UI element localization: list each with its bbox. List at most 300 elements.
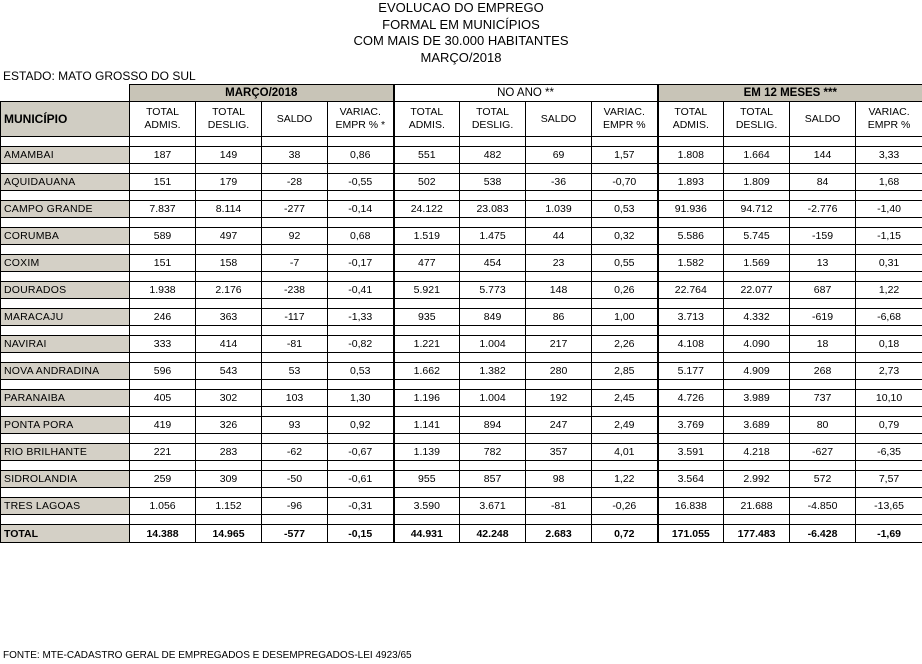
cell-variac-empr-12-meses: -6,68 — [856, 309, 922, 326]
spacer-cell — [724, 137, 790, 147]
cell-saldo-marco: -50 — [262, 471, 328, 488]
col-header-line-1: TOTAL — [410, 106, 444, 118]
spacer-cell — [1, 461, 130, 471]
spacer-cell — [790, 164, 856, 174]
spacer-cell — [262, 191, 328, 201]
cell-total-deslig-no-ano: 5.773 — [460, 282, 526, 299]
spacer-cell — [394, 515, 460, 525]
spacer-cell — [856, 326, 922, 336]
cell-variac-empr-marco: -0,61 — [328, 471, 394, 488]
corner-cell — [1, 85, 130, 102]
spacer-cell — [790, 461, 856, 471]
spacer-cell — [724, 326, 790, 336]
cell-total-deslig-12-meses: 177.483 — [724, 525, 790, 543]
cell-saldo-no-ano: 86 — [526, 309, 592, 326]
spacer-cell — [856, 353, 922, 363]
col-header-line-2: ADMIS. — [408, 119, 445, 131]
spacer-cell — [196, 137, 262, 147]
spacer-cell — [658, 488, 724, 498]
cell-total-admis-no-ano: 477 — [394, 255, 460, 272]
spacer-cell — [1, 164, 130, 174]
spacer-cell — [658, 137, 724, 147]
spacer-cell — [196, 461, 262, 471]
spacer-cell — [658, 515, 724, 525]
cell-total-deslig-12-meses: 21.688 — [724, 498, 790, 515]
cell-total-admis-12-meses: 4.108 — [658, 336, 724, 353]
cell-variac-empr-marco: -0,41 — [328, 282, 394, 299]
col-header-variac-empr-marco — [328, 102, 394, 137]
municipio-name: NAVIRAI — [1, 336, 130, 353]
spacer-row — [1, 380, 922, 390]
table-row — [1, 147, 922, 164]
cell-variac-empr-marco: 0,92 — [328, 417, 394, 434]
spacer-cell — [592, 353, 658, 363]
cell-total-admis-marco: 151 — [130, 255, 196, 272]
spacer-cell — [592, 272, 658, 282]
cell-total-admis-marco: 246 — [130, 309, 196, 326]
spacer-cell — [130, 191, 196, 201]
cell-variac-empr-12-meses: -1,69 — [856, 525, 922, 543]
col-header-total-admis-marco — [130, 102, 196, 137]
spacer-cell — [724, 218, 790, 228]
col-header-total-deslig-12-meses — [724, 102, 790, 137]
spacer-row — [1, 353, 922, 363]
cell-variac-empr-no-ano: -0,26 — [592, 498, 658, 515]
cell-saldo-no-ano: -81 — [526, 498, 592, 515]
cell-total-admis-marco: 596 — [130, 363, 196, 380]
spacer-cell — [394, 353, 460, 363]
cell-total-deslig-no-ano: 849 — [460, 309, 526, 326]
col-header-line-2: EMPR % * — [335, 119, 386, 131]
cell-saldo-12-meses: 13 — [790, 255, 856, 272]
spacer-cell — [1, 407, 130, 417]
title-line-3: COM MAIS DE 30.000 HABITANTES — [353, 33, 569, 48]
cell-variac-empr-marco: -1,33 — [328, 309, 394, 326]
spacer-cell — [856, 299, 922, 309]
spacer-row — [1, 218, 922, 228]
cell-variac-empr-12-meses: 0,18 — [856, 336, 922, 353]
spacer-cell — [130, 164, 196, 174]
cell-total-deslig-no-ano: 894 — [460, 417, 526, 434]
cell-total-admis-marco: 1.056 — [130, 498, 196, 515]
spacer-row — [1, 245, 922, 255]
spacer-cell — [130, 245, 196, 255]
spacer-cell — [262, 461, 328, 471]
cell-total-deslig-12-meses: 1.809 — [724, 174, 790, 191]
cell-total-deslig-no-ano: 23.083 — [460, 201, 526, 218]
spacer-cell — [592, 191, 658, 201]
spacer-cell — [460, 488, 526, 498]
cell-saldo-no-ano: 148 — [526, 282, 592, 299]
spacer-cell — [790, 515, 856, 525]
cell-total-admis-marco: 1.938 — [130, 282, 196, 299]
spacer-cell — [196, 272, 262, 282]
spacer-cell — [790, 218, 856, 228]
spacer-cell — [592, 299, 658, 309]
cell-total-admis-marco: 151 — [130, 174, 196, 191]
cell-saldo-marco: -577 — [262, 525, 328, 543]
municipio-name: AMAMBAI — [1, 147, 130, 164]
estado-label: ESTADO: MATO GROSSO DO SUL — [3, 69, 196, 83]
cell-total-admis-no-ano: 1.662 — [394, 363, 460, 380]
cell-saldo-no-ano: 23 — [526, 255, 592, 272]
cell-saldo-marco: -7 — [262, 255, 328, 272]
cell-saldo-12-meses: 268 — [790, 363, 856, 380]
cell-total-deslig-12-meses: 4.332 — [724, 309, 790, 326]
spacer-cell — [262, 272, 328, 282]
cell-total-deslig-12-meses: 1.569 — [724, 255, 790, 272]
spacer-cell — [196, 407, 262, 417]
spacer-cell — [262, 353, 328, 363]
table-row — [1, 417, 922, 434]
cell-saldo-marco: -277 — [262, 201, 328, 218]
cell-total-deslig-12-meses: 3.689 — [724, 417, 790, 434]
spacer-cell — [658, 461, 724, 471]
spacer-cell — [526, 164, 592, 174]
source-note: FONTE: MTE-CADASTRO GERAL DE EMPREGADOS E DESEMPREGADOS-LEI 4923/65 — [3, 650, 412, 661]
spacer-row — [1, 407, 922, 417]
report-title-block — [0, 0, 922, 66]
spacer-cell — [592, 461, 658, 471]
spacer-cell — [658, 353, 724, 363]
cell-total-admis-no-ano: 44.931 — [394, 525, 460, 543]
municipio-name: PARANAIBA — [1, 390, 130, 407]
cell-variac-empr-12-meses: 3,33 — [856, 147, 922, 164]
municipio-name: CAMPO GRANDE — [1, 201, 130, 218]
spacer-cell — [328, 353, 394, 363]
cell-total-admis-12-meses: 3.769 — [658, 417, 724, 434]
spacer-row — [1, 272, 922, 282]
spacer-cell — [1, 380, 130, 390]
title-line-4: MARÇO/2018 — [420, 49, 502, 65]
spacer-cell — [130, 515, 196, 525]
spacer-cell — [394, 461, 460, 471]
spacer-cell — [592, 434, 658, 444]
spacer-cell — [130, 407, 196, 417]
col-header-line-1: VARIAC. — [339, 106, 381, 118]
cell-total-admis-12-meses: 91.936 — [658, 201, 724, 218]
spacer-cell — [460, 515, 526, 525]
cell-variac-empr-marco: 0,86 — [328, 147, 394, 164]
total-row — [1, 525, 922, 543]
spacer-cell — [196, 218, 262, 228]
spacer-cell — [262, 488, 328, 498]
col-header-line-2: DESLIG. — [735, 119, 778, 131]
cell-total-deslig-12-meses: 22.077 — [724, 282, 790, 299]
cell-variac-empr-no-ano: 0,55 — [592, 255, 658, 272]
spacer-cell — [460, 218, 526, 228]
cell-saldo-12-meses: 144 — [790, 147, 856, 164]
cell-total-deslig-no-ano: 538 — [460, 174, 526, 191]
cell-variac-empr-no-ano: 0,53 — [592, 201, 658, 218]
spacer-cell — [328, 218, 394, 228]
spacer-cell — [724, 407, 790, 417]
spacer-cell — [658, 218, 724, 228]
cell-saldo-marco: -81 — [262, 336, 328, 353]
cell-variac-empr-12-meses: 0,79 — [856, 417, 922, 434]
cell-saldo-12-meses: -6.428 — [790, 525, 856, 543]
spacer-cell — [328, 245, 394, 255]
cell-saldo-no-ano: 217 — [526, 336, 592, 353]
cell-variac-empr-no-ano: 1,00 — [592, 309, 658, 326]
spacer-cell — [196, 245, 262, 255]
spacer-cell — [592, 515, 658, 525]
spacer-cell — [724, 353, 790, 363]
spacer-cell — [856, 380, 922, 390]
employment-table — [0, 84, 922, 543]
spacer-cell — [196, 380, 262, 390]
cell-total-admis-12-meses: 3.591 — [658, 444, 724, 461]
table-row — [1, 282, 922, 299]
cell-total-deslig-marco: 497 — [196, 228, 262, 245]
col-header-line-1: TOTAL — [476, 106, 509, 118]
spacer-cell — [328, 515, 394, 525]
cell-variac-empr-marco: -0,82 — [328, 336, 394, 353]
cell-saldo-no-ano: 1.039 — [526, 201, 592, 218]
cell-saldo-no-ano: 192 — [526, 390, 592, 407]
col-header-variac-empr-no-ano — [592, 102, 658, 137]
spacer-cell — [856, 245, 922, 255]
spacer-cell — [262, 326, 328, 336]
spacer-cell — [130, 326, 196, 336]
cell-variac-empr-marco: 1,30 — [328, 390, 394, 407]
cell-total-admis-marco: 419 — [130, 417, 196, 434]
spacer-cell — [526, 434, 592, 444]
col-header-saldo-no-ano — [526, 102, 592, 137]
spacer-cell — [196, 299, 262, 309]
spacer-cell — [790, 326, 856, 336]
spacer-cell — [856, 137, 922, 147]
cell-variac-empr-12-meses: 1,22 — [856, 282, 922, 299]
cell-variac-empr-marco: 0,53 — [328, 363, 394, 380]
cell-saldo-marco: 38 — [262, 147, 328, 164]
cell-variac-empr-no-ano: 2,26 — [592, 336, 658, 353]
spacer-cell — [526, 407, 592, 417]
spacer-cell — [130, 218, 196, 228]
municipio-name: DOURADOS — [1, 282, 130, 299]
cell-total-admis-no-ano: 551 — [394, 147, 460, 164]
cell-saldo-12-meses: 80 — [790, 417, 856, 434]
cell-saldo-12-meses: -159 — [790, 228, 856, 245]
cell-total-admis-12-meses: 1.808 — [658, 147, 724, 164]
cell-variac-empr-no-ano: 0,32 — [592, 228, 658, 245]
cell-saldo-12-meses: 687 — [790, 282, 856, 299]
spacer-cell — [592, 488, 658, 498]
spacer-row — [1, 515, 922, 525]
spacer-cell — [262, 380, 328, 390]
spacer-cell — [262, 245, 328, 255]
spacer-row — [1, 137, 922, 147]
cell-saldo-marco: -117 — [262, 309, 328, 326]
cell-variac-empr-no-ano: 2,49 — [592, 417, 658, 434]
spacer-cell — [394, 245, 460, 255]
spacer-cell — [460, 407, 526, 417]
spacer-cell — [1, 272, 130, 282]
spacer-cell — [394, 164, 460, 174]
spacer-cell — [856, 164, 922, 174]
col-header-line-2: EMPR % — [867, 119, 911, 131]
cell-total-admis-marco: 14.388 — [130, 525, 196, 543]
cell-saldo-no-ano: 357 — [526, 444, 592, 461]
spacer-cell — [658, 272, 724, 282]
spacer-cell — [460, 326, 526, 336]
cell-saldo-12-meses: 84 — [790, 174, 856, 191]
col-header-line-1: TOTAL — [146, 106, 179, 118]
col-header-saldo-marco — [262, 102, 328, 137]
spacer-cell — [856, 488, 922, 498]
cell-total-deslig-marco: 302 — [196, 390, 262, 407]
spacer-cell — [328, 434, 394, 444]
cell-saldo-12-meses: 18 — [790, 336, 856, 353]
cell-total-deslig-marco: 149 — [196, 147, 262, 164]
col-header-total-deslig-marco — [196, 102, 262, 137]
spacer-cell — [526, 191, 592, 201]
cell-total-deslig-no-ano: 1.004 — [460, 336, 526, 353]
col-header-line-2: ADMIS. — [672, 119, 709, 131]
cell-total-admis-marco: 405 — [130, 390, 196, 407]
cell-total-deslig-no-ano: 782 — [460, 444, 526, 461]
spacer-cell — [658, 299, 724, 309]
municipio-name: RIO BRILHANTE — [1, 444, 130, 461]
cell-variac-empr-marco: -0,17 — [328, 255, 394, 272]
cell-total-deslig-no-ano: 482 — [460, 147, 526, 164]
spacer-cell — [658, 380, 724, 390]
cell-total-deslig-no-ano: 857 — [460, 471, 526, 488]
spacer-cell — [592, 245, 658, 255]
spacer-cell — [526, 299, 592, 309]
cell-total-admis-no-ano: 3.590 — [394, 498, 460, 515]
spacer-row — [1, 299, 922, 309]
cell-saldo-no-ano: 98 — [526, 471, 592, 488]
spacer-row — [1, 461, 922, 471]
spacer-cell — [790, 245, 856, 255]
spacer-row — [1, 488, 922, 498]
cell-total-admis-12-meses: 3.564 — [658, 471, 724, 488]
spacer-cell — [724, 488, 790, 498]
cell-variac-empr-no-ano: 1,22 — [592, 471, 658, 488]
cell-saldo-no-ano: -36 — [526, 174, 592, 191]
cell-total-deslig-marco: 158 — [196, 255, 262, 272]
municipio-name: COXIM — [1, 255, 130, 272]
spacer-cell — [196, 353, 262, 363]
spacer-cell — [1, 218, 130, 228]
cell-total-admis-12-meses: 4.726 — [658, 390, 724, 407]
spacer-cell — [1, 299, 130, 309]
cell-saldo-12-meses: 737 — [790, 390, 856, 407]
spacer-cell — [460, 461, 526, 471]
spacer-cell — [790, 380, 856, 390]
spacer-cell — [328, 380, 394, 390]
cell-total-deslig-12-meses: 1.664 — [724, 147, 790, 164]
col-header-saldo-12-meses — [790, 102, 856, 137]
cell-total-admis-no-ano: 1.141 — [394, 417, 460, 434]
cell-total-admis-marco: 7.837 — [130, 201, 196, 218]
cell-total-deslig-no-ano: 1.475 — [460, 228, 526, 245]
spacer-cell — [790, 272, 856, 282]
spacer-cell — [394, 380, 460, 390]
spacer-cell — [394, 434, 460, 444]
spacer-cell — [328, 326, 394, 336]
cell-total-admis-no-ano: 5.921 — [394, 282, 460, 299]
spacer-cell — [724, 434, 790, 444]
spacer-cell — [196, 164, 262, 174]
spacer-cell — [130, 461, 196, 471]
cell-saldo-no-ano: 247 — [526, 417, 592, 434]
col-header-line-2: EMPR % — [602, 119, 646, 131]
cell-variac-empr-12-meses: 7,57 — [856, 471, 922, 488]
spacer-cell — [130, 299, 196, 309]
spacer-cell — [724, 164, 790, 174]
spacer-cell — [724, 191, 790, 201]
table-row — [1, 228, 922, 245]
cell-variac-empr-no-ano: 1,57 — [592, 147, 658, 164]
cell-total-admis-no-ano: 24.122 — [394, 201, 460, 218]
spacer-cell — [658, 164, 724, 174]
spacer-cell — [460, 434, 526, 444]
cell-total-admis-no-ano: 1.196 — [394, 390, 460, 407]
spacer-cell — [460, 191, 526, 201]
spacer-cell — [856, 218, 922, 228]
cell-saldo-no-ano: 44 — [526, 228, 592, 245]
title-line-2: FORMAL EM MUNICÍPIOS — [382, 16, 540, 32]
spacer-cell — [592, 326, 658, 336]
spacer-cell — [658, 245, 724, 255]
cell-variac-empr-12-meses: -1,40 — [856, 201, 922, 218]
spacer-cell — [460, 353, 526, 363]
spacer-cell — [856, 272, 922, 282]
spacer-cell — [196, 326, 262, 336]
cell-total-deslig-12-meses: 3.989 — [724, 390, 790, 407]
cell-saldo-12-meses: -2.776 — [790, 201, 856, 218]
cell-variac-empr-no-ano: 0,26 — [592, 282, 658, 299]
cell-variac-empr-no-ano: -0,70 — [592, 174, 658, 191]
spacer-cell — [592, 218, 658, 228]
cell-total-admis-12-meses: 22.764 — [658, 282, 724, 299]
spacer-cell — [856, 191, 922, 201]
col-header-variac-empr-12-meses — [856, 102, 922, 137]
cell-variac-empr-marco: -0,31 — [328, 498, 394, 515]
cell-total-deslig-marco: 8.114 — [196, 201, 262, 218]
spacer-cell — [526, 461, 592, 471]
cell-total-deslig-12-meses: 94.712 — [724, 201, 790, 218]
spacer-cell — [790, 488, 856, 498]
cell-total-deslig-no-ano: 1.004 — [460, 390, 526, 407]
cell-total-admis-12-meses: 1.582 — [658, 255, 724, 272]
spacer-row — [1, 434, 922, 444]
cell-variac-empr-12-meses: 0,31 — [856, 255, 922, 272]
group-header-12-meses: EM 12 MESES *** — [658, 85, 922, 102]
spacer-cell — [130, 137, 196, 147]
spacer-cell — [130, 434, 196, 444]
cell-total-deslig-marco: 2.176 — [196, 282, 262, 299]
spacer-cell — [328, 164, 394, 174]
table-row — [1, 471, 922, 488]
spacer-cell — [526, 488, 592, 498]
municipio-name: AQUIDAUANA — [1, 174, 130, 191]
spacer-cell — [262, 164, 328, 174]
cell-variac-empr-12-meses: 10,10 — [856, 390, 922, 407]
cell-total-admis-no-ano: 955 — [394, 471, 460, 488]
spacer-cell — [196, 191, 262, 201]
cell-total-deslig-marco: 543 — [196, 363, 262, 380]
cell-total-deslig-12-meses: 2.992 — [724, 471, 790, 488]
cell-total-deslig-12-meses: 4.090 — [724, 336, 790, 353]
spacer-cell — [724, 245, 790, 255]
spacer-cell — [526, 353, 592, 363]
cell-saldo-marco: 92 — [262, 228, 328, 245]
table-row — [1, 444, 922, 461]
spacer-cell — [328, 488, 394, 498]
